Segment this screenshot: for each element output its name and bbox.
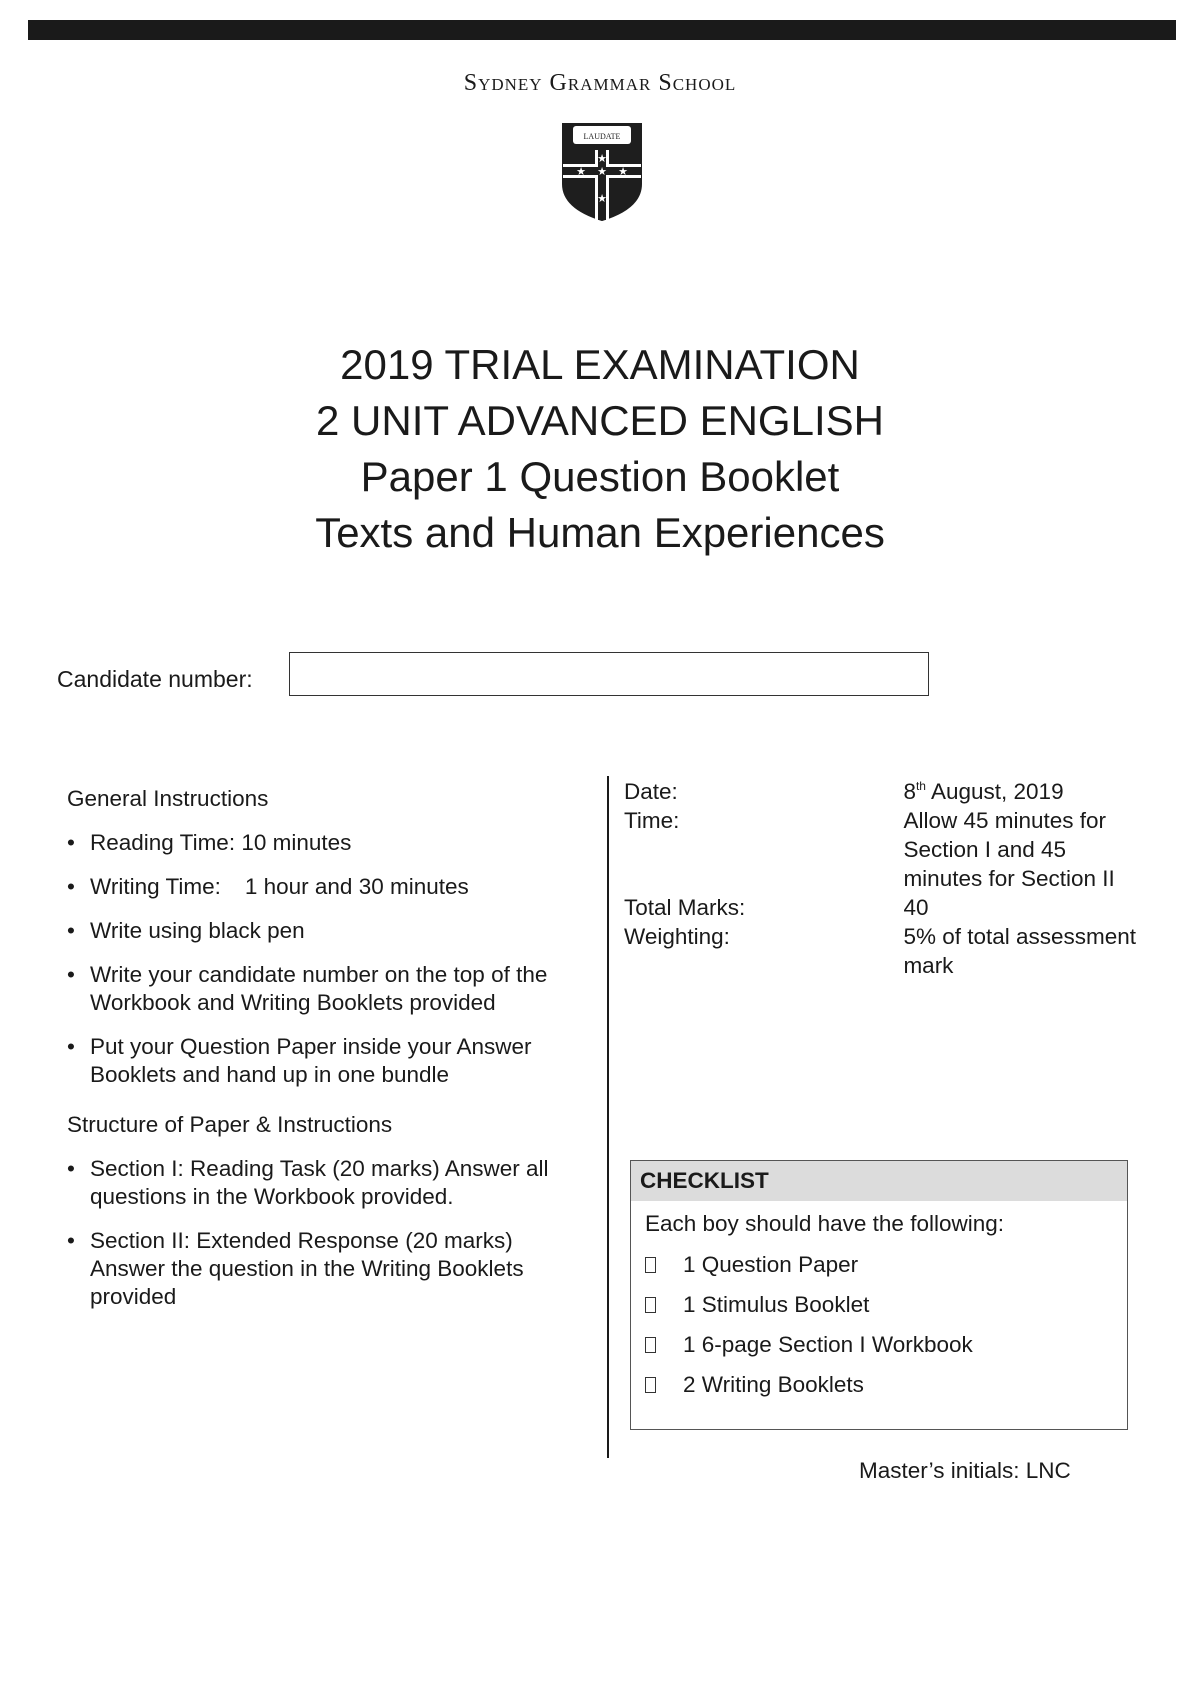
star-icon: ★ [597, 192, 607, 205]
title-line: 2 UNIT ADVANCED ENGLISH [316, 397, 884, 444]
star-icon: ★ [618, 165, 628, 178]
total-marks-label: Total Marks: [624, 895, 746, 920]
checklist-title: CHECKLIST [631, 1161, 1127, 1201]
instructions-column [67, 785, 587, 1327]
checkbox-icon[interactable] [645, 1337, 656, 1353]
star-icon: ★ [576, 165, 586, 178]
list-item [67, 829, 587, 857]
title-line: Texts and Human Experiences [315, 509, 885, 556]
checklist-intro: Each boy should have the following: [645, 1211, 1004, 1236]
checklist-item: 2 Writing Booklets [645, 1365, 1127, 1405]
title-line: Paper 1 Question Booklet [360, 453, 840, 500]
list-item: • Section I: Reading Task (20 marks) Answer all questions in the Workbook provided. [67, 1155, 587, 1211]
date-label: Date: [624, 779, 678, 804]
star-icon: ★ [597, 165, 607, 178]
date-value: 8th August, 2019 [903, 779, 1064, 804]
time-label: Time: [624, 808, 680, 833]
structure-list [67, 1155, 587, 1311]
list-item: • Write your candidate number on the top of the Workbook and Writing Booklets provided [67, 961, 587, 1017]
masters-initials: Master’s initials: LNC [859, 1458, 1071, 1483]
structure-heading: Structure of Paper & Instructions [67, 1112, 393, 1137]
general-instructions-heading: General Instructions [67, 786, 269, 811]
checkbox-icon[interactable] [645, 1297, 656, 1313]
list-item: • Section II: Extended Response (20 marks) Answer the question in the Writing Booklets provided [67, 1227, 587, 1311]
list-item: • Write using black pen [67, 917, 587, 945]
list-item [67, 873, 587, 901]
star-icon: ★ [597, 152, 607, 165]
checklist-items [631, 1245, 1127, 1405]
reading-time: Reading Time: 10 minutes [90, 830, 352, 855]
school-name: Sydney Grammar School [463, 70, 737, 96]
checklist-box [630, 1160, 1128, 1430]
writing-time-value: 1 hour and 30 minutes [244, 874, 469, 899]
candidate-number-label: Candidate number: [57, 666, 253, 692]
writing-time-label: Writing Time: [90, 874, 221, 899]
column-divider [607, 776, 609, 1458]
school-crest [561, 122, 643, 222]
crest-motto: LAUDATE [583, 132, 621, 141]
top-rule [28, 20, 1176, 40]
checkbox-icon[interactable] [645, 1377, 656, 1393]
weighting-value: 5% of total assessment mark [903, 924, 1137, 978]
checkbox-icon[interactable] [645, 1257, 656, 1273]
time-value: Allow 45 minutes for Section I and 45 minutes for Section II [903, 808, 1115, 891]
exam-info-table [624, 777, 1144, 980]
candidate-number-field[interactable] [289, 652, 929, 696]
list-item: • Put your Question Paper inside your Answer Booklets and hand up in one bundle [67, 1033, 587, 1089]
title-line: 2019 TRIAL EXAMINATION [340, 341, 860, 388]
weighting-label: Weighting: [624, 924, 730, 949]
exam-title [0, 337, 1200, 561]
checklist-item: 1 6-page Section I Workbook [645, 1325, 1127, 1365]
checklist-item: 1 Stimulus Booklet [645, 1285, 1127, 1325]
checklist-item: 1 Question Paper [645, 1245, 1127, 1285]
general-instructions-list [67, 829, 587, 1089]
total-marks-value: 40 [903, 895, 929, 920]
